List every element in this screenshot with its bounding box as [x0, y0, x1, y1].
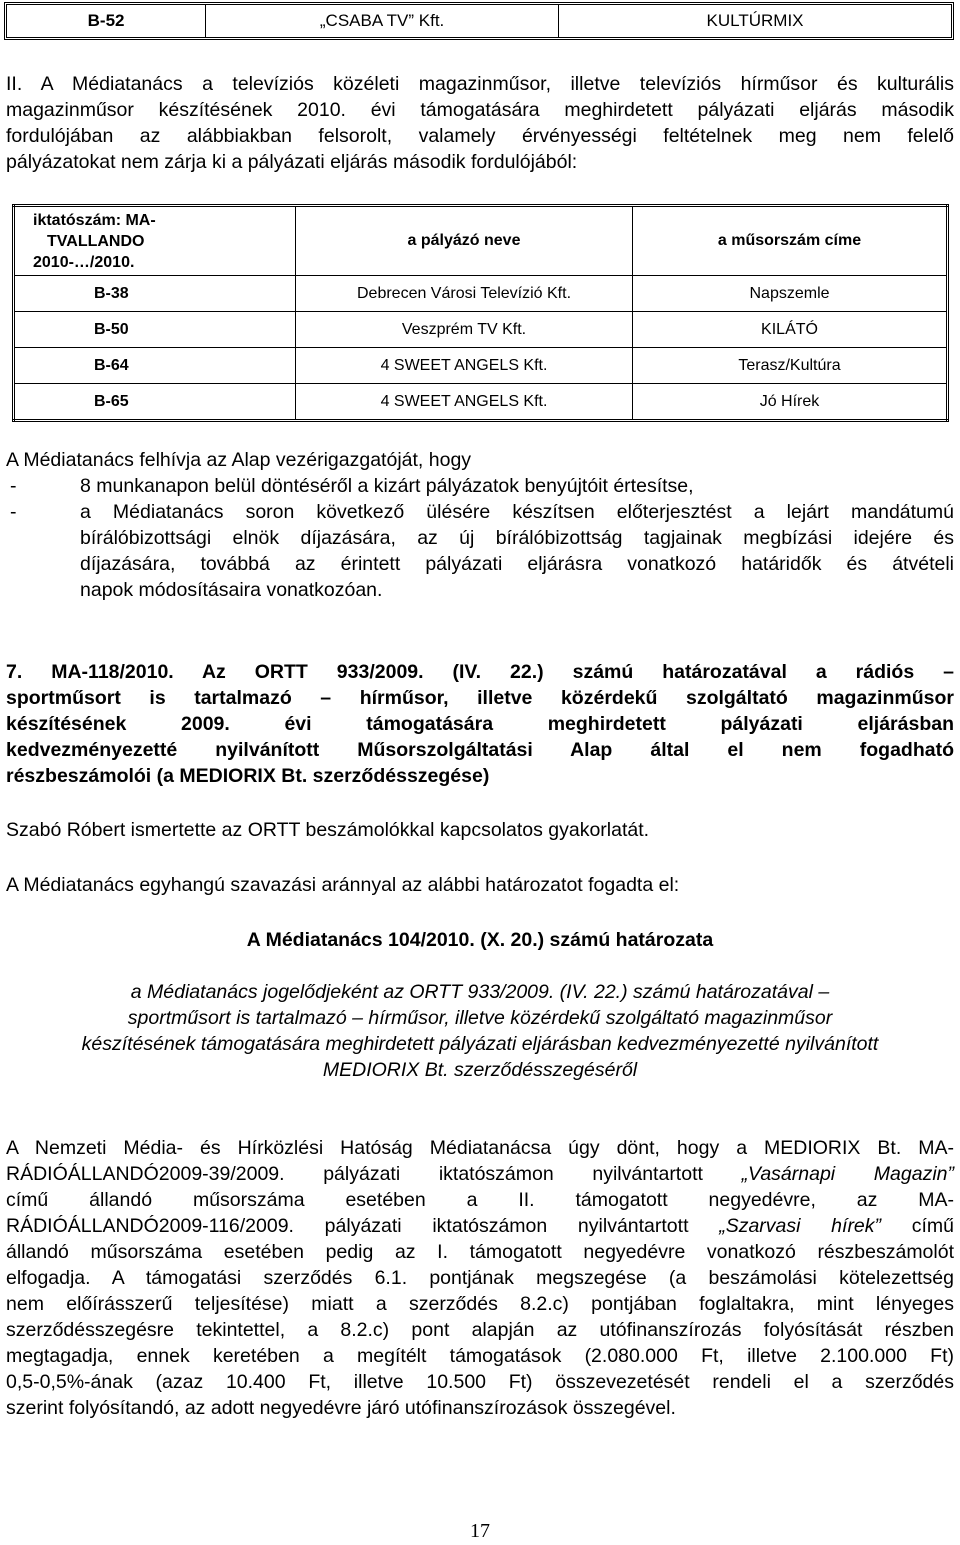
vote-text: A Médiatanács egyhangú szavazási aránnyal az alábbi határozatot fogadta el: — [6, 874, 680, 896]
intro-paragraph — [6, 71, 954, 175]
row-id: B-38 — [14, 276, 296, 312]
list-dash: - — [10, 501, 17, 523]
section-title-line: kedvezményezetté nyilvánított Műsorszolgáltatási Alap által el nem fogadható — [6, 739, 954, 761]
decision-line: elfogadja. A támogatási szerződés 6.1. pontjának megszegése (a beszámolási kötelezettség — [6, 1267, 954, 1289]
table-header-row — [14, 206, 948, 276]
list-item — [6, 499, 954, 603]
decision-text: RÁDIÓÁLLANDÓ2009-39/2009. pályázati iktatószámon nyilvántartott — [6, 1163, 742, 1185]
section-title-line: részbeszámolói (a MEDIORIX Bt. szerződésszegése) — [6, 765, 490, 787]
section-title-line: sportműsort is tartalmazó – hírműsor, illetve közérdekű szolgáltató magazinműsor — [6, 687, 954, 709]
row-program: Terasz/Kultúra — [633, 348, 948, 384]
decision-line: szerint folyósítandó, az adott negyedévre járó utófinanszírozások összegével. — [6, 1397, 676, 1419]
header-program: KULTÚRMIX — [558, 5, 951, 37]
column-header-applicant: a pályázó neve — [296, 206, 633, 276]
intro-line: magazinműsor készítésének 2010. évi támogatására meghirdetett pályázati eljárás második — [6, 99, 954, 121]
decision-line: 0,5-0,5%-ának (azaz 10.400 Ft, illetve 10.500 Ft) összevezetését rendeli el a szerződés — [6, 1371, 954, 1393]
resolution-subtitle-line: a Médiatanács jogelődjeként az ORTT 933/2009. (IV. 22.) számú határozatával – — [130, 981, 830, 1003]
list-item-line: a Médiatanács soron következő ülésére készítsen előterjesztést a lejárt mandátumú — [80, 501, 954, 523]
page-number: 17 — [470, 1520, 490, 1542]
list-item-line: díjazására, továbbá az érintett pályázati eljárásra vonatkozó határidők és átvételi — [80, 553, 954, 575]
table-row — [14, 276, 948, 312]
section-title-line: készítésének 2009. évi támogatására meghirdetett pályázati eljárásban — [6, 713, 954, 735]
decision-line: nem előírásszerű teljesítése) miatt a szerződés 8.2.c) pontjában foglaltakra, mint lényeges — [6, 1293, 954, 1315]
header-applicant: „CSABA TV” Kft. — [205, 5, 558, 37]
table-row — [14, 348, 948, 384]
row-program: Napszemle — [633, 276, 948, 312]
list-dash: - — [10, 475, 17, 497]
list-item — [6, 473, 954, 499]
column-header-id — [14, 206, 296, 276]
intro-line: fordulójában az alábbiakban felsorolt, valamely érvényességi feltételnek meg nem felelő — [6, 125, 954, 147]
table-row — [14, 384, 948, 421]
row-applicant: 4 SWEET ANGELS Kft. — [296, 348, 633, 384]
resolution-subtitle-line: sportműsort is tartalmazó – hírműsor, illetve közérdekű szolgáltató magazinműsor — [127, 1007, 833, 1029]
vote-paragraph — [6, 872, 954, 898]
header-table — [4, 2, 954, 40]
presenter-text: Szabó Róbert ismertette az ORTT beszámolókkal kapcsolatos gyakorlatát. — [6, 819, 650, 841]
section-title-line: 7. MA-118/2010. Az ORTT 933/2009. (IV. 22.) számú határozatával a rádiós – — [6, 661, 954, 683]
list-item-line: bírálóbizottsági elnök díjazására, az új bírálóbizottság tagjainak megbízási idejére és — [80, 527, 954, 549]
row-applicant: 4 SWEET ANGELS Kft. — [296, 384, 633, 421]
candidate-table — [12, 204, 949, 422]
resolution-subtitle-line: MEDIORIX Bt. szerződésszegéséről — [322, 1059, 638, 1081]
resolution-subtitle-line: készítésének támogatására meghirdetett pályázati eljárásban kedvezményezetté nyilvánított — [81, 1033, 879, 1055]
column-header-program: a műsorszám címe — [633, 206, 948, 276]
intro-line: pályázatokat nem zárja ki a pályázati eljárás második fordulójából: — [6, 151, 578, 173]
decision-line — [6, 1213, 954, 1239]
row-id: B-50 — [14, 312, 296, 348]
section-title — [6, 659, 954, 789]
row-applicant: Debrecen Városi Televízió Kft. — [296, 276, 633, 312]
row-program: Jó Hírek — [633, 384, 948, 421]
id-header-line: 2010-…/2010. — [33, 253, 135, 271]
id-header-line: iktatószám: MA- — [33, 211, 156, 229]
presenter-paragraph — [6, 817, 954, 843]
list-item-line: napok módosításaira vonatkozóan. — [80, 579, 383, 601]
row-program: KILÁTÓ — [633, 312, 948, 348]
header-code: B-52 — [87, 11, 125, 30]
decision-line: megtagadja, ennek keretében a megítélt támogatások (2.080.000 Ft, illetve 2.100.000 Ft) — [6, 1345, 954, 1367]
decision-text: című — [881, 1215, 954, 1237]
row-id: B-64 — [14, 348, 296, 384]
decision-line: A Nemzeti Média- és Hírközlési Hatóság Médiatanácsa úgy dönt, hogy a MEDIORIX Bt. MA- — [6, 1137, 954, 1159]
row-id: B-65 — [14, 384, 296, 421]
intro-line: II. A Médiatanács a televíziós közéleti magazinműsor, illetve televíziós hírműsor és kulturális — [6, 73, 954, 95]
decision-line: állandó műsorszáma esetében pedig az I. támogatott negyedévre vonatkozó részbeszámolót — [6, 1241, 954, 1263]
decision-line: szerződésszegésre tekintettel, a 8.2.c) pont alapján az utófinanszírozás folyósítását részben — [6, 1319, 954, 1341]
decision-paragraph — [6, 1135, 954, 1421]
call-intro — [6, 447, 954, 473]
id-header-line: TVALLANDO — [47, 232, 145, 250]
list-item-text: 8 munkanapon belül döntéséről a kizárt pályázatok benyújtóit értesítse, — [80, 475, 694, 497]
decision-text: RÁDIÓÁLLANDÓ2009-116/2009. pályázati iktatószámon nyilvántartott — [6, 1215, 720, 1237]
decision-line: című állandó műsorszáma esetében a II. támogatott negyedévre, az MA- — [6, 1189, 954, 1211]
program-title: „Szarvasi hírek” — [719, 1215, 882, 1237]
program-title: „Vasárnapi Magazin” — [741, 1163, 954, 1185]
decision-line — [6, 1161, 954, 1187]
table-row — [14, 312, 948, 348]
row-applicant: Veszprém TV Kft. — [296, 312, 633, 348]
resolution-title: A Médiatanács 104/2010. (X. 20.) számú határozata — [246, 929, 714, 951]
call-list — [6, 473, 954, 603]
call-intro-text: A Médiatanács felhívja az Alap vezérigazgatóját, hogy — [6, 449, 472, 471]
resolution-subtitle — [0, 979, 960, 1083]
